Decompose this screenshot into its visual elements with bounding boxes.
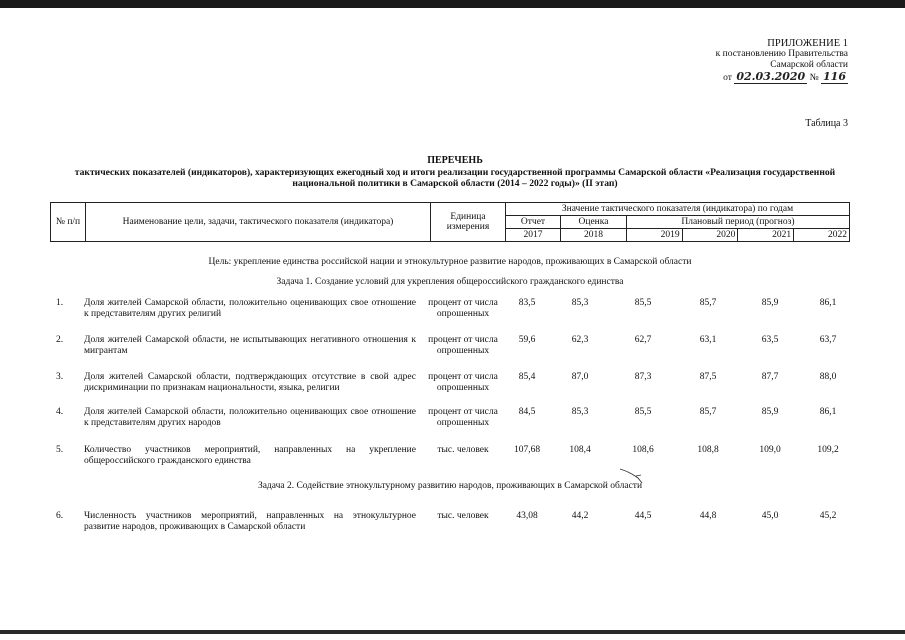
scan-bottom-edge	[0, 630, 905, 634]
row-value-2020: 85,7	[699, 407, 717, 417]
annex-date: 02.03.2020	[736, 70, 806, 83]
row-value-2022: 109,2	[817, 445, 839, 455]
header-year: 2017	[506, 229, 561, 242]
annex-number-prefix: №	[809, 73, 819, 83]
header-plan: Плановый период (прогноз)	[626, 216, 849, 229]
row-value-2019: 87,3	[634, 372, 652, 382]
row-number: 4.	[56, 407, 64, 417]
document-subtitle	[50, 167, 860, 189]
row-unit: тыс. человек	[437, 445, 489, 455]
header-estimate: Оценка	[561, 216, 627, 229]
row-value-2018: 85,3	[571, 298, 589, 308]
row-value-2019: 85,5	[634, 407, 652, 417]
row-value-2017: 107,68	[513, 445, 541, 455]
row-number: 3.	[56, 372, 64, 382]
row-value-2021: 87,7	[761, 372, 779, 382]
row-value-2021: 85,9	[761, 298, 779, 308]
row-value-2021: 45,0	[761, 511, 779, 521]
row-value-2018: 108,4	[569, 445, 591, 455]
row-value-2022: 86,1	[819, 407, 837, 417]
annex-date-prefix: от	[723, 73, 732, 83]
row-value-2018: 44,2	[571, 511, 589, 521]
row-value-2018: 62,3	[571, 335, 589, 345]
row-value-2022: 45,2	[819, 511, 837, 521]
row-value-2022: 88,0	[819, 372, 837, 382]
subtitle-line-2: национальной политики в Самарской области (2014 – 2022 годы)» (II этап)	[292, 178, 618, 189]
row-name: Доля жителей Самарской области, не испытывающих негативного отношения к мигрантам	[84, 335, 416, 356]
header-year: 2022	[794, 229, 850, 242]
document-title: ПЕРЕЧЕНЬ	[427, 155, 483, 166]
row-number: 6.	[56, 511, 64, 521]
row-name: Доля жителей Самарской области, положительно оценивающих свое отношение к представителям других религий	[84, 298, 416, 319]
row-value-2019: 62,7	[634, 335, 652, 345]
row-unit: процент от числа опрошенных	[428, 372, 498, 393]
annex-number: 116	[823, 70, 846, 83]
annex-block	[716, 38, 848, 84]
row-value-2017: 85,4	[518, 372, 536, 382]
annex-line-2: к постановлению Правительства	[715, 49, 848, 59]
header-name: Наименование цели, задачи, тактического показателя (индикатора)	[86, 203, 431, 242]
row-value-2017: 59,6	[518, 335, 536, 345]
row-value-2021: 109,0	[759, 445, 781, 455]
row-name: Численность участников мероприятий, направленных на этнокультурное развитие народов, проживающих в Самарской области	[84, 511, 416, 532]
row-value-2018: 87,0	[571, 372, 589, 382]
row-value-2022: 63,7	[819, 335, 837, 345]
annex-line-3: Самарской области	[770, 60, 848, 70]
row-value-2017: 43,08	[516, 511, 538, 521]
row-unit: процент от числа опрошенных	[428, 407, 498, 428]
row-value-2019: 108,6	[632, 445, 654, 455]
row-name: Доля жителей Самарской области, положительно оценивающих свое отношение к представителям других народов	[84, 407, 416, 428]
row-unit: процент от числа опрошенных	[428, 335, 498, 356]
row-value-2022: 86,1	[819, 298, 837, 308]
header-year: 2018	[561, 229, 627, 242]
row-name: Доля жителей Самарской области, подтверждающих отсутствие в свой адрес дискриминации по признакам национальности, языка, религии	[84, 372, 416, 393]
annex-date-line	[716, 71, 848, 84]
scan-top-edge	[0, 0, 905, 8]
header-values-title: Значение тактического показателя (индикатора) по годам	[506, 203, 850, 216]
task-2-heading: Задача 2. Содействие этнокультурному развитию народов, проживающих в Самарской области	[257, 481, 643, 491]
header-report: Отчет	[506, 216, 561, 229]
row-number: 5.	[56, 445, 64, 455]
annex-title: ПРИЛОЖЕНИЕ 1	[767, 38, 848, 49]
row-value-2019: 85,5	[634, 298, 652, 308]
row-value-2020: 108,8	[697, 445, 719, 455]
row-value-2017: 84,5	[518, 407, 536, 417]
header-unit: Единица измерения	[431, 203, 506, 242]
task-1-heading: Задача 1. Создание условий для укрепления общероссийского гражданского единства	[276, 277, 624, 287]
header-num: № п/п	[51, 203, 86, 242]
row-value-2020: 87,5	[699, 372, 717, 382]
row-unit: тыс. человек	[437, 511, 489, 521]
row-value-2020: 85,7	[699, 298, 717, 308]
row-value-2021: 85,9	[761, 407, 779, 417]
row-number: 2.	[56, 335, 64, 345]
header-year: 2020	[682, 229, 738, 242]
row-value-2020: 63,1	[699, 335, 717, 345]
subtitle-line-1: тактических показателей (индикаторов), характеризующих ежегодный ход и итоги реализации государственной программы Самарской области «Реализация государственной	[74, 167, 836, 178]
row-value-2017: 83,5	[518, 298, 536, 308]
row-value-2020: 44,8	[699, 511, 717, 521]
goal-text: Цель: укрепление единства российской нации и этнокультурное развитие народов, проживающих в Самарской области	[208, 257, 692, 267]
row-value-2021: 63,5	[761, 335, 779, 345]
header-year: 2021	[738, 229, 794, 242]
row-unit: процент от числа опрошенных	[428, 298, 498, 319]
header-year: 2019	[626, 229, 682, 242]
row-name: Количество участников мероприятий, направленных на укрепление общероссийского гражданского единства	[84, 445, 416, 466]
row-value-2018: 85,3	[571, 407, 589, 417]
row-number: 1.	[56, 298, 64, 308]
table-label: Таблица 3	[805, 118, 848, 129]
table-header	[50, 202, 850, 242]
row-value-2019: 44,5	[634, 511, 652, 521]
